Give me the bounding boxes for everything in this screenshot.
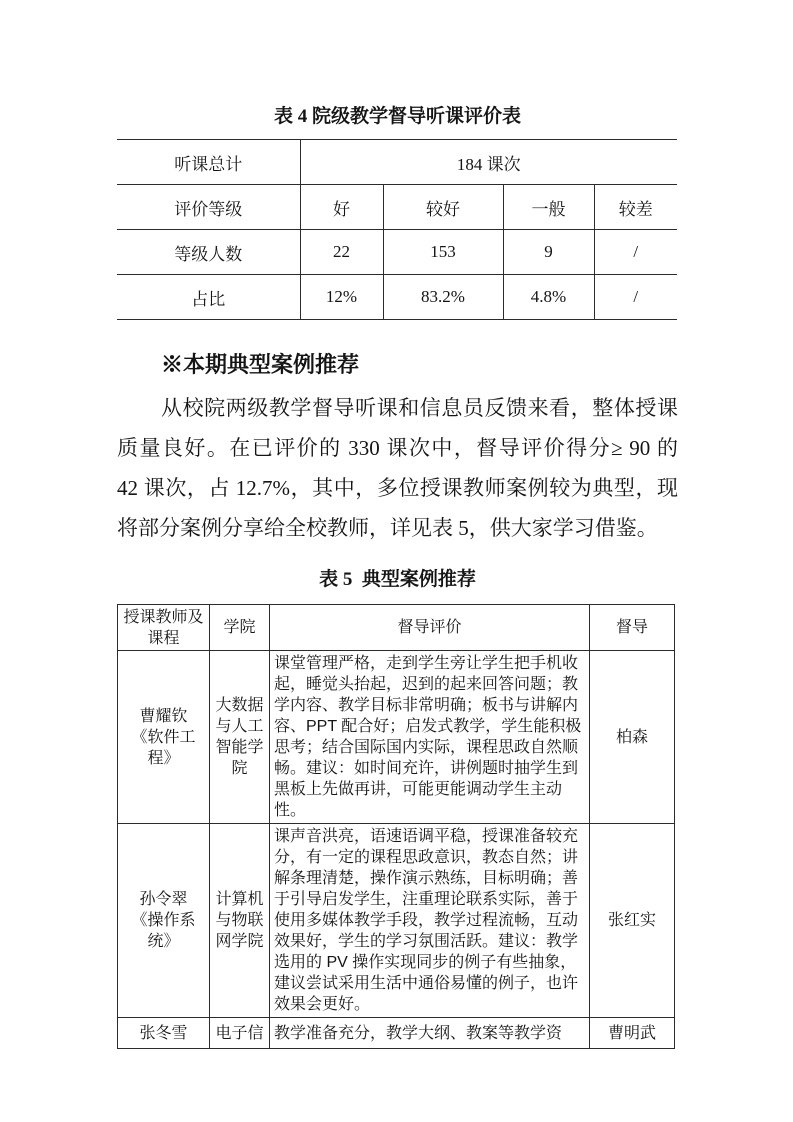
body-paragraph — [117, 388, 678, 548]
count-cell: 9 — [503, 230, 594, 275]
grade-cell: 好 — [300, 185, 383, 230]
header-college: 学院 — [210, 605, 270, 651]
percentage-cell: / — [594, 275, 677, 320]
evaluation-cell: 教学准备充分，教学大纲、教案等教学资 — [270, 1018, 590, 1049]
table5-title: 表 5 典型案例推荐 — [319, 569, 476, 590]
total-sessions-value: 184 课次 — [300, 140, 677, 185]
college-cell: 大数据与人工智能学院 — [210, 651, 270, 824]
teacher-course-cell — [118, 1018, 210, 1049]
supervisor-cell: 张红实 — [590, 824, 675, 1018]
supervisor-cell: 曹明武 — [590, 1018, 675, 1049]
header-supervisor: 督导 — [590, 605, 675, 651]
table-row — [117, 275, 677, 320]
header-evaluation: 督导评价 — [270, 605, 590, 651]
course-title: 《操作系统》 — [131, 912, 196, 950]
paragraph-line: 从校院两级教学督导听课和信息员反馈来看，整体授课 — [161, 396, 678, 420]
count-cell: 22 — [300, 230, 383, 275]
teacher-name: 曹耀钦 — [139, 707, 188, 725]
table-row — [118, 1018, 675, 1049]
supervisor-cell: 柏森 — [590, 651, 675, 824]
table5-case-recommendations — [117, 604, 675, 1049]
college-cell: 计算机与物联网学院 — [210, 824, 270, 1018]
teacher-course-cell — [118, 824, 210, 1018]
percentage-cell: 83.2% — [383, 275, 503, 320]
section-heading: ※本期典型案例推荐 — [161, 352, 360, 377]
table4-title: 表 4 院级教学督导听课评价表 — [273, 106, 521, 127]
teacher-name: 孙令翠 — [139, 891, 188, 908]
table-row — [117, 230, 677, 275]
grade-cell: 较好 — [383, 185, 503, 230]
percentage-cell: 12% — [300, 275, 383, 320]
count-cell: / — [594, 230, 677, 275]
table-header-row — [118, 605, 675, 651]
row-label-grade: 评价等级 — [117, 185, 300, 230]
table-row — [118, 824, 675, 1018]
evaluation-cell: 课声音洪亮，语速语调平稳，授课准备较充分，有一定的课程思政意识，教态自然；讲解条理清楚，操作演示熟练，目标明确；善于引导启发学生，注重理论联系实际，善于使用多媒体教学手段，教学过程流畅，互动效果好，学生的学习氛围活跃。建议：教学选用的 PV 操作实现同步的例子有些抽象，建议尝试采用生活中通俗易懂的例子，也许效果会更好。 — [270, 824, 590, 1018]
grade-cell: 较差 — [594, 185, 677, 230]
table-row — [117, 140, 677, 185]
table-row — [117, 185, 677, 230]
grade-cell: 一般 — [503, 185, 594, 230]
teacher-course-cell — [118, 651, 210, 824]
paragraph-line: 42 课次，占 12.7%，其中，多位授课教师案例较为典型，现 — [117, 476, 678, 500]
table-row — [118, 651, 675, 824]
header-teacher-course: 授课教师及课程 — [118, 605, 210, 651]
percentage-cell: 4.8% — [503, 275, 594, 320]
course-title: 《软件工程》 — [131, 728, 196, 767]
evaluation-cell: 课堂管理严格，走到学生旁让学生把手机收起，睡觉头抬起，迟到的起来回答问题；教学内容、教学目标非常明确；板书与讲解内容、PPT 配合好；启发式教学，学生能积极思考；结合国际国内实际，课程思政自然顺畅。建议：如时间充许，讲例题时抽学生到黑板上先做再讲，可能更能调动学生主动性。 — [270, 651, 590, 824]
paragraph-line: 将部分案例分享给全校教师，详见表 5，供大家学习借鉴。 — [117, 516, 658, 540]
paragraph-line: 质量良好。在已评价的 330 课次中，督导评价得分≥ 90 的 — [117, 436, 678, 460]
teacher-name: 张冬雪 — [139, 1024, 188, 1042]
college-cell: 电子信 — [210, 1018, 270, 1049]
page-content — [117, 0, 678, 1049]
row-label-total: 听课总计 — [117, 140, 300, 185]
row-label-percentage: 占比 — [117, 275, 300, 320]
table4-supervision-evaluation — [117, 139, 677, 320]
count-cell: 153 — [383, 230, 503, 275]
row-label-count: 等级人数 — [117, 230, 300, 275]
